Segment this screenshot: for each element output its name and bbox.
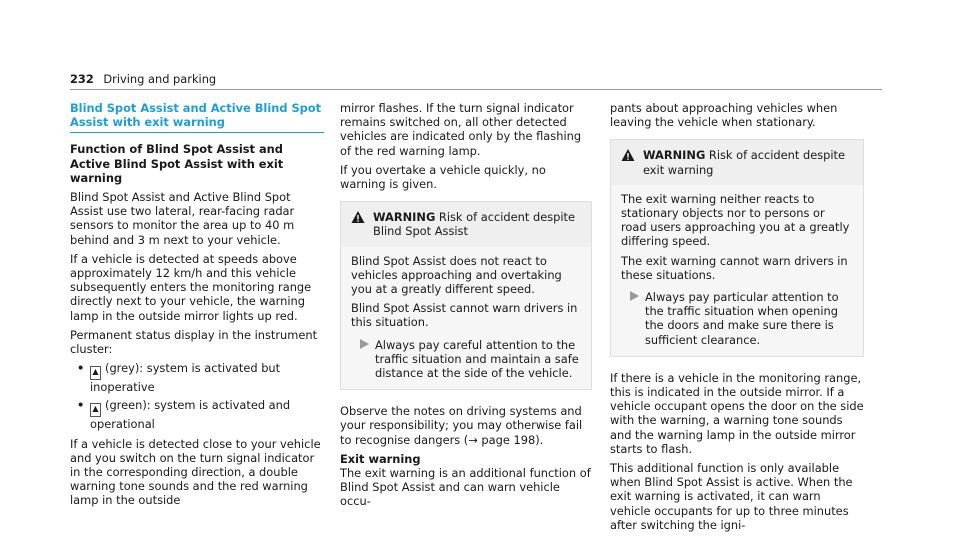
paragraph: Permanent status display in the instrument cluster:	[70, 327, 318, 357]
warning-box	[610, 139, 864, 356]
page-number: 232	[70, 72, 94, 86]
list-item: • ▲ (green): system is activated and operational	[77, 398, 291, 432]
paragraph: Blind Spot Assist does not react to vehicles approaching and overtaking you at a greatly different speed.	[351, 253, 562, 297]
warning-label: WARNING	[643, 148, 706, 163]
warning-body	[341, 247, 591, 390]
paragraph: Blind Spot Assist cannot warn drivers in this situation.	[351, 301, 578, 330]
paragraph: If there is a vehicle in the monitoring range, this is indicated in the outside mirror. If a vehicle occupant opens the door on the side with the warning, a warning tone sounds and the warning lamp in the outside mirror starts to flash.	[610, 370, 864, 456]
list-item: • ▲ (grey): system is activated but inoperative	[77, 361, 281, 395]
warning-header	[341, 202, 591, 246]
paragraph: If a vehicle is detected at speeds above approximately 12 km/h and this vehicle subsequently enters the monitoring range directly next to your vehicle, the warning lamp in the outside mirror lights up red.	[70, 251, 312, 323]
paragraph: The exit warning neither reacts to stationary objects nor to persons or road users approaching you at a greatly differing speed.	[621, 191, 850, 249]
arrow-right-icon	[360, 339, 369, 349]
warning-title: Risk of accident despite exit warning	[643, 148, 846, 177]
paragraph: Blind Spot Assist and Active Blind Spot Assist use two lateral, rear-facing radar sensors to monitor the area up to 40 m behind and 3 m next to your vehicle.	[70, 190, 295, 247]
warning-title: Risk of accident despite Blind Spot Assist	[373, 210, 576, 239]
paragraph: If you overtake a vehicle quickly, no warning is given.	[340, 162, 546, 192]
action-item: Always pay particular attention to the traffic situation when opening the doors and make sure there is sufficient clearance.	[621, 290, 853, 347]
paragraph: If a vehicle is detected close to your vehicle and you switch on the turn signal indicator in the corresponding direction, a double warning tone sounds and the red warning lamp in the outside	[70, 436, 321, 508]
blind-spot-status-icon: ▲	[90, 366, 101, 380]
paragraph: The exit warning is an additional function of Blind Spot Assist and can warn vehicle occu-	[340, 466, 591, 509]
paragraph: This additional function is only available when Blind Spot Assist is active. When the exit warning is activated, it can warn vehicle occupants for up to three minutes after switching the igni-	[610, 461, 853, 532]
warning-body	[611, 185, 863, 356]
paragraph: pants about approaching vehicles when leaving the vehicle when stationary.	[610, 101, 838, 130]
warning-box	[340, 201, 592, 390]
chapter-title: Driving and parking	[103, 72, 217, 86]
warning-triangle-icon	[621, 148, 635, 162]
paragraph: mirror flashes. If the turn signal indicator remains switched on, all other detected vehicles are indicated only by the flashing of the red warning lamp.	[340, 101, 582, 158]
function-heading: Function of Blind Spot Assist and Active Blind Spot Assist with exit warning	[70, 142, 284, 185]
column-2	[340, 101, 592, 514]
blind-spot-status-icon: ▲	[90, 403, 101, 417]
column-3	[610, 101, 864, 537]
arrow-right-icon	[630, 291, 639, 301]
section-divider	[70, 132, 324, 133]
column-1	[70, 101, 324, 513]
page-header	[70, 72, 216, 86]
warning-header	[611, 140, 863, 184]
header-divider	[70, 89, 882, 90]
paragraph: Observe the notes on driving systems and your responsibility; you may otherwise fail to recognise dangers (→ page 198).	[340, 404, 583, 447]
warning-triangle-icon	[351, 210, 365, 224]
action-item: Always pay careful attention to the traffic situation and maintain a safe distance at the side of the vehicle.	[351, 338, 581, 381]
warning-label: WARNING	[373, 210, 436, 225]
section-title: Blind Spot Assist and Active Blind Spot Assist with exit warning	[70, 101, 322, 130]
paragraph: The exit warning cannot warn drivers in these situations.	[621, 253, 848, 282]
status-list	[70, 361, 324, 431]
exit-warning-heading: Exit warning	[340, 451, 421, 466]
